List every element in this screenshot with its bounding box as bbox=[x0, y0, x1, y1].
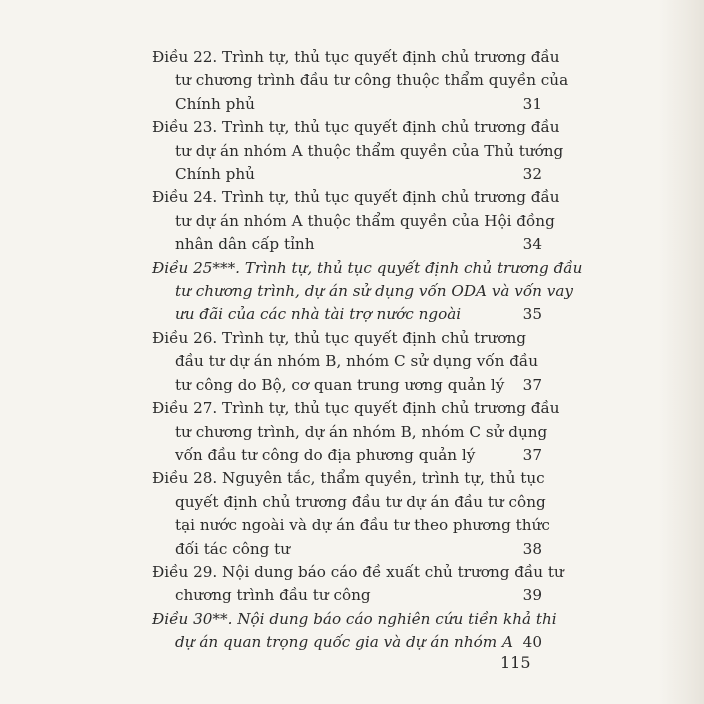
toc-page-number: 34 bbox=[522, 235, 542, 254]
toc-line: Điều 26. Trình tự, thủ tục quyết định chủ trương bbox=[152, 328, 526, 347]
page-number: 115 bbox=[500, 653, 531, 672]
toc-line: đối tác công tư bbox=[175, 539, 291, 558]
toc-entry bbox=[152, 116, 564, 186]
toc-entry bbox=[152, 327, 542, 397]
toc-entry bbox=[152, 186, 560, 256]
toc-line: tư công do Bộ, cơ quan trung ương quản lý bbox=[175, 375, 505, 394]
toc-page-number: 37 bbox=[522, 445, 542, 464]
toc-entry bbox=[152, 608, 557, 655]
toc-page-number: 37 bbox=[522, 375, 542, 394]
toc-entry bbox=[152, 561, 564, 608]
toc-line: Điều 30**. Nội dung báo cáo nghiên cứu tiền khả thi bbox=[152, 609, 557, 628]
toc-line: Điều 22. Trình tự, thủ tục quyết định chủ trương đầu bbox=[152, 48, 560, 66]
toc-line: tư dự án nhóm A thuộc thẩm quyền của Thủ tướng bbox=[175, 141, 564, 160]
toc-page-number: 39 bbox=[522, 586, 542, 605]
toc-line: tư chương trình, dự án sử dụng vốn ODA và vốn vay bbox=[175, 282, 573, 301]
toc-line: Điều 29. Nội dung báo cáo đề xuất chủ trương đầu tư bbox=[152, 562, 564, 581]
toc-line: nhân dân cấp tỉnh bbox=[175, 235, 315, 254]
toc-entry bbox=[152, 397, 560, 467]
toc-page-number: 40 bbox=[522, 633, 542, 652]
toc-entry bbox=[152, 257, 583, 327]
toc-line: đầu tư dự án nhóm B, nhóm C sử dụng vốn đầu bbox=[175, 352, 539, 371]
toc-line: Điều 24. Trình tự, thủ tục quyết định chủ trương đầu bbox=[152, 188, 560, 207]
toc-line: Chính phủ bbox=[175, 94, 255, 113]
toc-line: dự án quan trọng quốc gia và dự án nhóm A bbox=[175, 633, 513, 652]
toc-line: ưu đãi của các nhà tài trợ nước ngoài bbox=[175, 305, 462, 324]
toc-page-number: 31 bbox=[522, 94, 542, 113]
toc-page-number: 38 bbox=[522, 539, 542, 558]
toc-page-number: 32 bbox=[522, 165, 542, 184]
toc-line: tư chương trình, dự án nhóm B, nhóm C sử dụng bbox=[175, 422, 548, 441]
toc-line: Điều 28. Nguyên tắc, thẩm quyền, trình tự, thủ tục bbox=[152, 469, 545, 488]
toc-line: Điều 25***. Trình tự, thủ tục quyết định chủ trương đầu bbox=[152, 258, 583, 277]
toc-line: tư dự án nhóm A thuộc thẩm quyền của Hội đồng bbox=[175, 211, 555, 230]
toc-line: Điều 27. Trình tự, thủ tục quyết định chủ trương đầu bbox=[152, 399, 560, 418]
page-edge-shadow bbox=[658, 0, 704, 704]
toc-line: tại nước ngoài và dự án đầu tư theo phương thức bbox=[175, 516, 550, 535]
toc-line: Chính phủ bbox=[175, 165, 255, 184]
table-of-contents bbox=[152, 46, 583, 655]
toc-page-number: 35 bbox=[522, 305, 542, 324]
toc-line: tư chương trình đầu tư công thuộc thẩm quyền của bbox=[175, 71, 569, 90]
toc-entry bbox=[152, 467, 550, 561]
toc-line: quyết định chủ trương đầu tư dự án đầu tư công bbox=[175, 492, 546, 511]
toc-line: vốn đầu tư công do địa phương quản lý bbox=[175, 445, 476, 464]
toc-line: Điều 23. Trình tự, thủ tục quyết định chủ trương đầu bbox=[152, 118, 560, 137]
toc-line: chương trình đầu tư công bbox=[175, 586, 371, 605]
toc-entry bbox=[152, 46, 569, 116]
